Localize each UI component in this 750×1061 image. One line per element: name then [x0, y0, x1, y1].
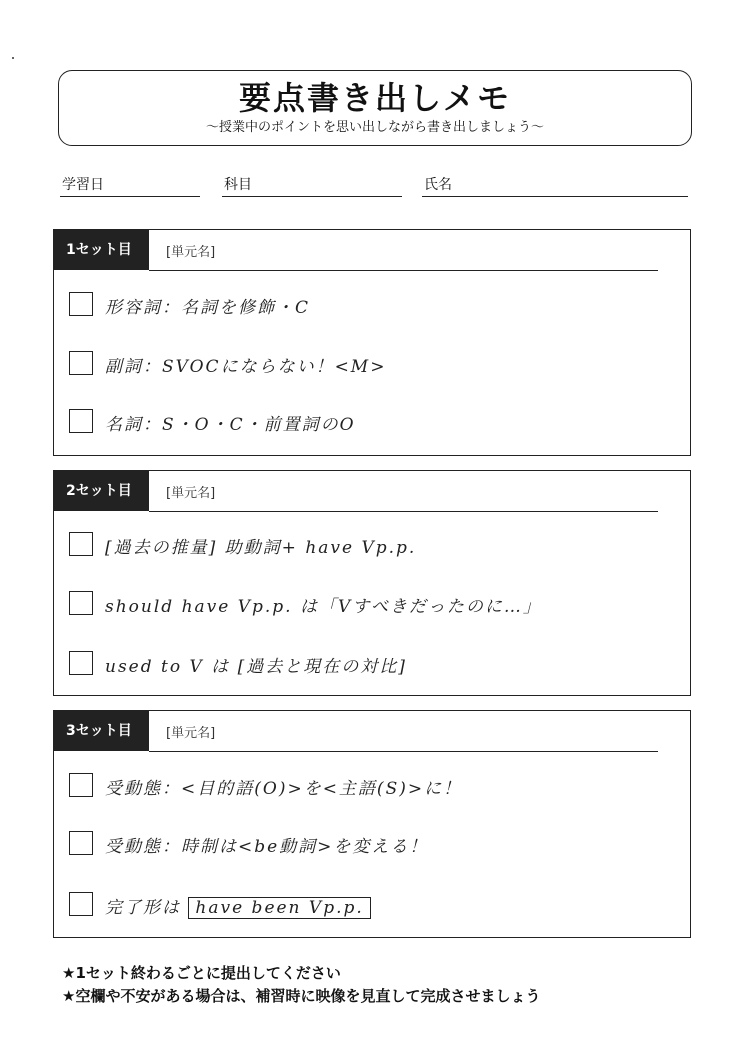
subject-field[interactable] [222, 176, 402, 197]
set-2-unit-label: [単元名] [166, 486, 216, 501]
item-text: used to V は [過去と現在の対比] [105, 657, 407, 677]
item-text [105, 893, 371, 918]
set-3-unit-line [149, 751, 658, 752]
checkbox[interactable] [69, 351, 93, 375]
page-title: 要点書き出しメモ [238, 79, 511, 117]
set-1-unit-line [149, 270, 658, 271]
item-text: 名詞：S・O・C・前置詞のO [105, 415, 356, 435]
set-2-unit-line [149, 511, 658, 512]
footer-note-1: ★1セット終わるごとに提出してください [62, 964, 341, 982]
set-3-box [53, 710, 691, 938]
item-text-prefix: 完了形は [105, 898, 181, 918]
checkbox[interactable] [69, 892, 93, 916]
checkbox[interactable] [69, 409, 93, 433]
set-3-header: 3セット目 [54, 711, 149, 751]
set-1-unit-label: [単元名] [166, 245, 216, 260]
item-text: [過去の推量] 助動詞+ have Vp.p. [105, 538, 417, 558]
checkbox[interactable] [69, 532, 93, 556]
date-field[interactable] [60, 176, 200, 197]
item-text: should have Vp.p. は「Vすべきだったのに…」 [105, 597, 542, 617]
item-text: 受動態：時制は<be動詞>を変える！ [105, 837, 429, 857]
checkbox[interactable] [69, 591, 93, 615]
set-1-box [53, 229, 691, 456]
set-2-header: 2セット目 [54, 471, 149, 511]
checkbox[interactable] [69, 292, 93, 316]
stray-dot [12, 57, 14, 59]
checkbox[interactable] [69, 651, 93, 675]
title-box [58, 70, 692, 146]
item-text: 副詞：SVOCにならない！<M> [105, 357, 387, 377]
set-1-header: 1セット目 [54, 230, 149, 270]
item-text: 受動態：<目的語(O)>を<主語(S)>に！ [105, 779, 463, 799]
page-subtitle: 〜授業中のポイントを思い出しながら書き出しましょう〜 [205, 120, 544, 135]
set-2-box [53, 470, 691, 696]
set-3-unit-label: [単元名] [166, 726, 216, 741]
item-text: 形容詞：名詞を修飾・C [105, 298, 311, 318]
item-text-boxed: have been Vp.p. [188, 897, 370, 919]
name-label: 氏名 [424, 177, 452, 193]
subject-label: 科目 [224, 177, 252, 193]
checkbox[interactable] [69, 831, 93, 855]
footer-note-2: ★空欄や不安がある場合は、補習時に映像を見直して完成させましょう [62, 987, 541, 1005]
date-label: 学習日 [62, 177, 104, 193]
name-field[interactable] [422, 176, 688, 197]
checkbox[interactable] [69, 773, 93, 797]
